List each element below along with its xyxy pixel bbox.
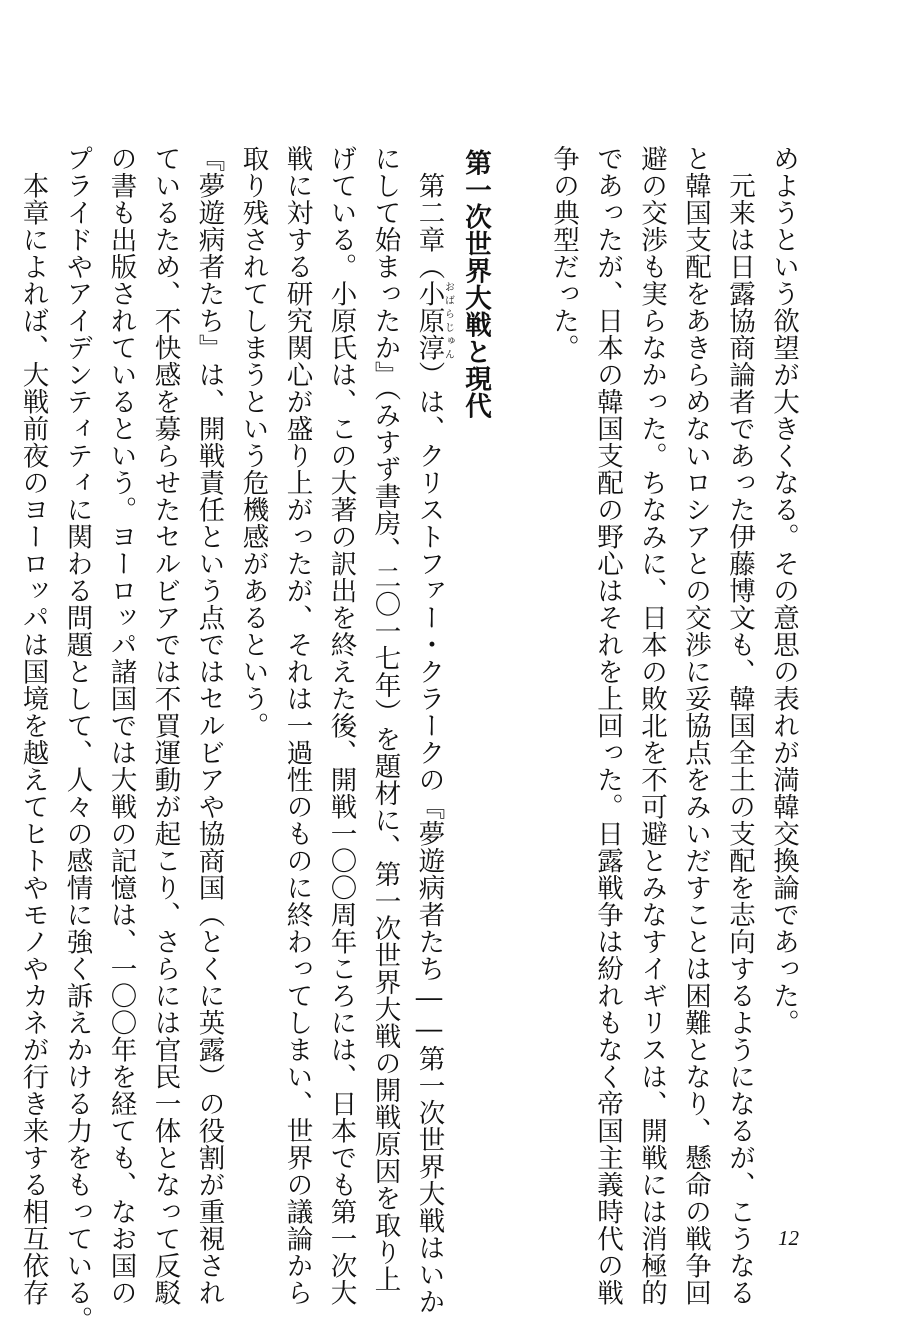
text-line: であったが、日本の韓国支配の野心はそれを上回った。日露戦争は紛れもなく帝国主義時代の戦 [592,145,623,1306]
text-line: にして始まったか』（みすず書房、二〇一七年）を題材に、第一次世界大戦の開戦原因を取り上 [369,145,401,1293]
author-name: 小原淳 [413,280,445,361]
line-suffix: ）は、クリストファー・クラークの『夢遊病者たち――第一次世界大戦はいか [413,361,445,1315]
text-line: の書も出版されているという。ヨーロッパ諸国では大戦の記憶は、一〇〇年を経ても、なお国の [105,145,137,1306]
text-line: 戦に対する研究関心が盛り上がったが、それは一過性のものに終わってしまい、世界の議論から [281,145,313,1306]
text-line: 本章によれば、大戦前夜のヨーロッパは国境を越えてヒトやモノやカネが行き来する相互依存 [17,145,49,1306]
line-prefix: 第二章（ [413,145,445,280]
text-line-with-furigana [407,145,454,1315]
furigana: おばらじゅん [442,280,454,361]
text-line: げている。小原氏は、この大著の訳出を終えた後、開戦一〇〇周年ころには、日本でも第一次大 [325,145,357,1306]
text-line: プライドやアイデンティティに関わる問題として、人々の感情に強く訴えかける力をもっている。 [61,145,93,1333]
text-line: めようという欲望が大きくなる。その意思の表れが満韓交換論であった。 [768,145,799,1036]
text-line: 『夢遊病者たち』は、開戦責任という点ではセルビアや協商国（とくに英露）の役割が重視され [193,145,225,1306]
section-heading: 第一次世界大戦と現代 [460,149,491,419]
text-line: 避の交渉も実らなかった。ちなみに、日本の敗北を不可避とみなすイギリスは、開戦には消極的 [636,145,667,1306]
section-spacer [497,145,541,1185]
text-line: と韓国支配をあきらめないロシアとの交渉に妥協点をみいだすことは困難となり、懸命の戦争回 [680,145,711,1306]
name-with-furigana [413,280,454,361]
text-line: 取り残されてしまうという危機感があるという。 [237,145,269,739]
text-line: 元来は日露協商論者であった伊藤博文も、韓国全土の支配を志向するようになるが、こうなる [724,145,755,1306]
page-number: 12 [778,1226,799,1250]
text-line: 争の典型だった。 [548,145,579,361]
text-line: ているため、不快感を募らせたセルビアでは不買運動が起こり、さらには官民一体となって反駁 [149,145,181,1306]
